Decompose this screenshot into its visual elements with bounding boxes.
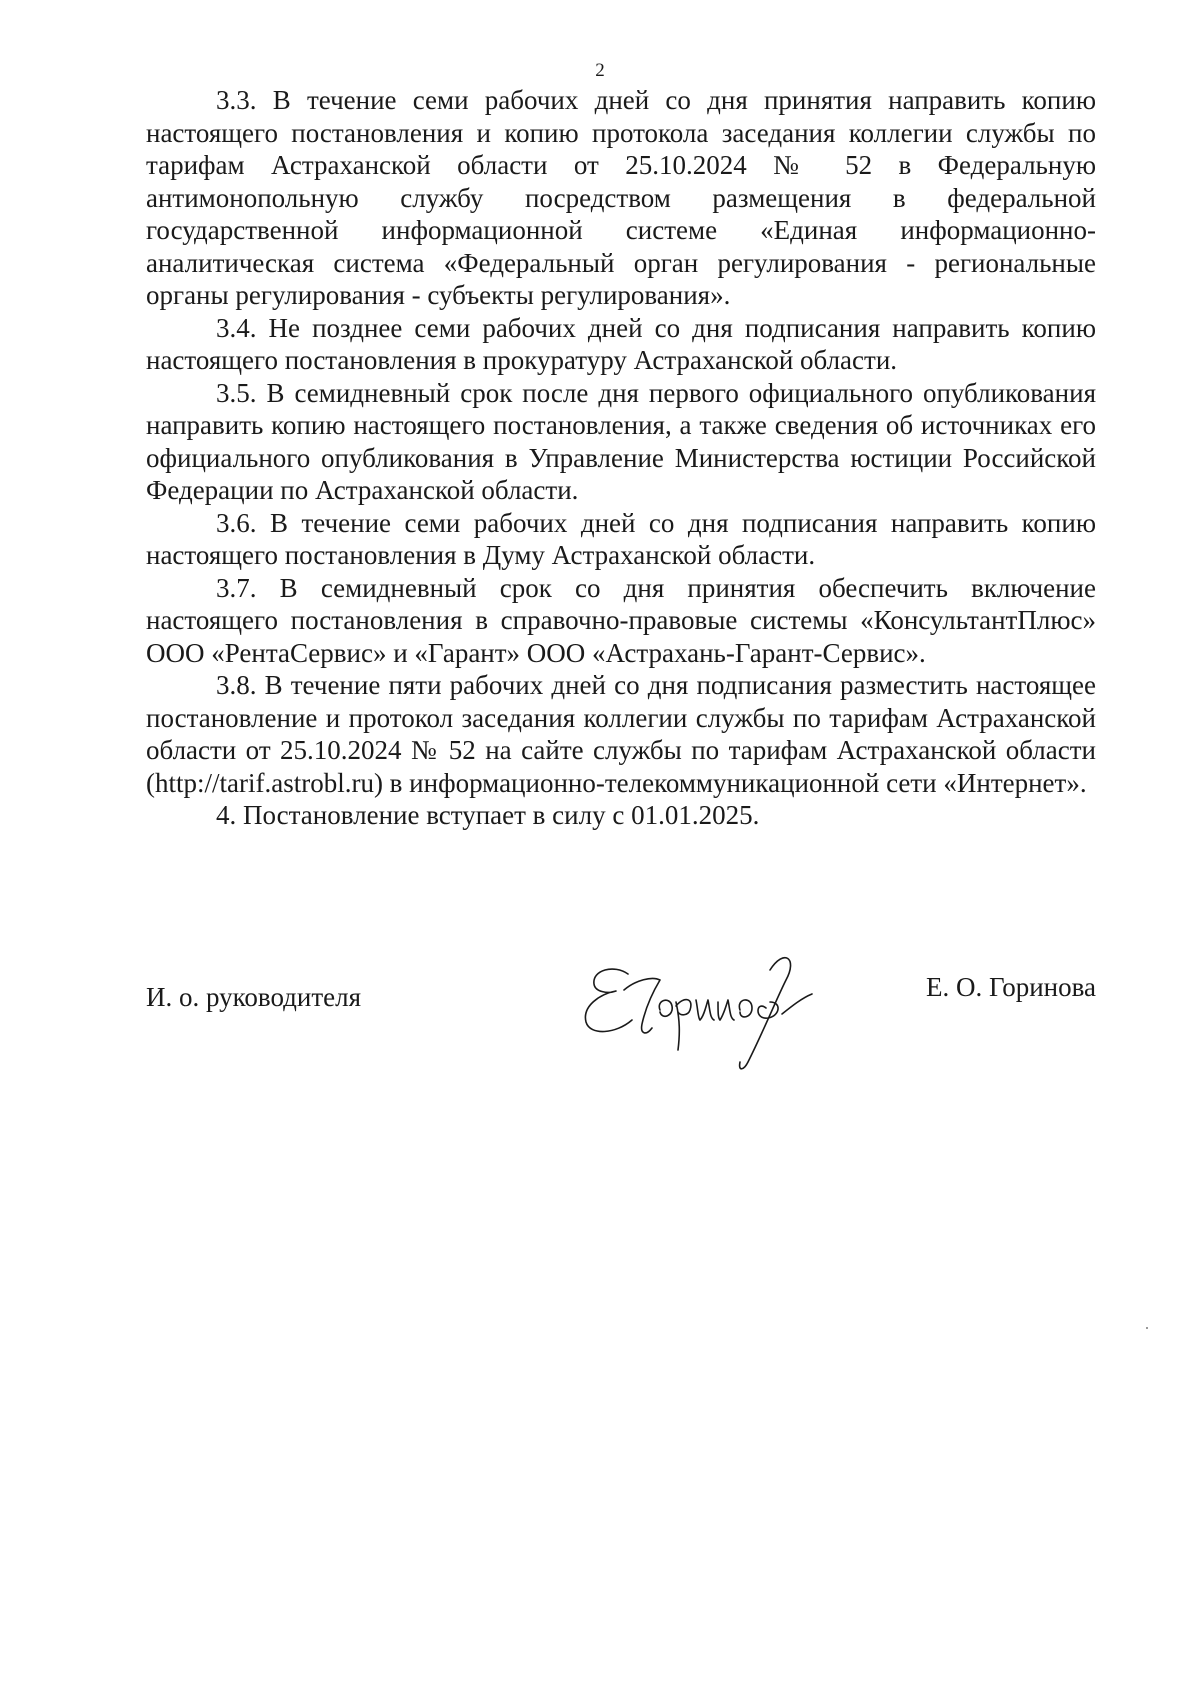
- paragraph-3-6: 3.6. В течение семи рабочих дней со дня подписания направить копию настоящего постановления в Думу Астраханской области.: [146, 507, 1096, 570]
- paragraph-4: 4. Постановление вступает в силу с 01.01.2025.: [216, 800, 760, 830]
- scan-artifact-dot: [1146, 1327, 1148, 1329]
- document-body: [146, 84, 1096, 832]
- paragraph-3-3: 3.3. В течение семи рабочих дней со дня принятия направить копию настоящего постановления и копию протокола заседания коллегии службы по тарифам Астраханской области от 25.10.2024 № 52 в Федеральную антимонопольную службу посредством размещения в федеральной государственной информационной системе «Единая информационно-аналитическая система «Федеральный орган регулирования - региональные органы регулирования - субъекты регулирования».: [146, 85, 1096, 310]
- signer-title: И. о. руководителя: [146, 982, 362, 1012]
- paragraph-3-8: 3.8. В течение пяти рабочих дней со дня подписания разместить настоящее постановление и протокол заседания коллегии службы по тарифам Астраханской области от 25.10.2024 № 52 на сайте службы по тарифам Астраханской области (http://tarif.astrobl.ru) в информационно-телекоммуникационной сети «Интернет».: [146, 670, 1096, 798]
- paragraph-3-7: 3.7. В семидневный срок со дня принятия обеспечить включение настоящего постановления в справочно-правовые системы «КонсультантПлюс» ООО «РентаСервис» и «Гарант» ООО «Астрахань-Гарант-Сервис».: [146, 572, 1096, 668]
- page-number: 2: [595, 60, 605, 81]
- paragraph-3-5: 3.5. В семидневный срок после дня первого официального опубликования направить копию настоящего постановления, а также сведения об источниках его официального опубликования в Управление Министерства юстиции Российской Федерации по Астраханской области.: [146, 377, 1096, 505]
- handwritten-signature: [576, 950, 856, 1080]
- signature-block: [146, 950, 1096, 1080]
- paragraph-3-4: 3.4. Не позднее семи рабочих дней со дня подписания направить копию настоящего постановления в прокуратуру Астраханской области.: [146, 312, 1096, 375]
- signer-name: Е. О. Горинова: [925, 972, 1096, 1002]
